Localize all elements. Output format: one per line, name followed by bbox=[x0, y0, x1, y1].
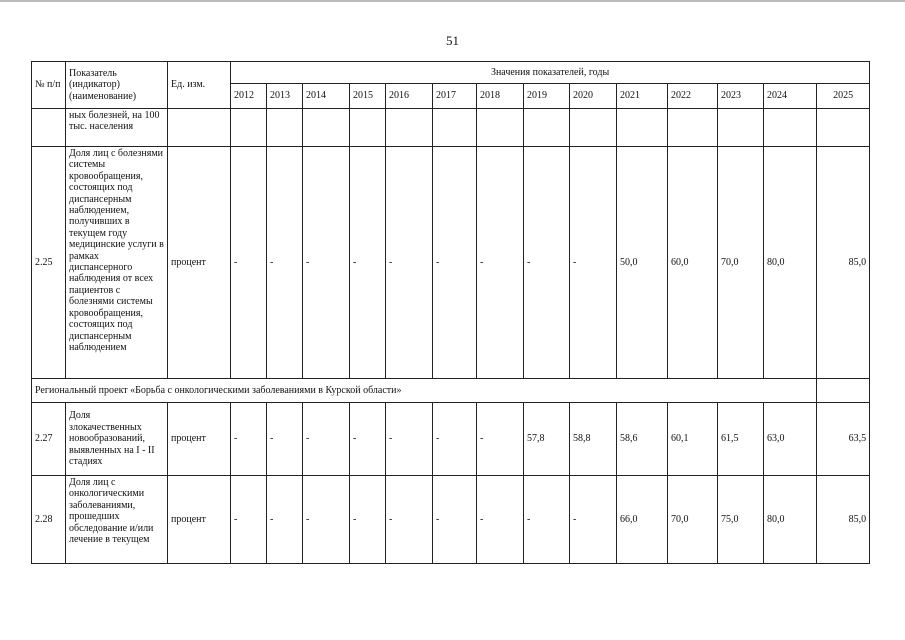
value-cell: - bbox=[386, 476, 433, 564]
value-cell: 85,0 bbox=[817, 476, 870, 564]
value-cell: 80,0 bbox=[764, 476, 817, 564]
value-cell: - bbox=[477, 476, 524, 564]
cell-empty bbox=[617, 109, 668, 147]
header-year: 2021 bbox=[617, 84, 668, 109]
continuation-indicator: ных болезней, на 100 тыс. населения bbox=[66, 109, 168, 147]
cell-empty bbox=[570, 109, 617, 147]
table-row bbox=[32, 476, 870, 564]
section-row bbox=[32, 379, 870, 403]
value-cell: - bbox=[524, 147, 570, 379]
row-indicator: Доля злокачественных новообразований, выявленных на I - II стадиях bbox=[66, 403, 168, 476]
value-cell: - bbox=[477, 403, 524, 476]
value-cell: - bbox=[267, 147, 303, 379]
header-year: 2023 bbox=[718, 84, 764, 109]
value-cell: - bbox=[231, 147, 267, 379]
value-cell: - bbox=[231, 403, 267, 476]
value-cell: 60,0 bbox=[668, 147, 718, 379]
table-row bbox=[32, 403, 870, 476]
header-indicator: Показатель (индикатор) (наименование) bbox=[66, 62, 168, 109]
header-year: 2020 bbox=[570, 84, 617, 109]
value-cell: - bbox=[350, 147, 386, 379]
value-cell: 58,6 bbox=[617, 403, 668, 476]
cell-empty bbox=[350, 109, 386, 147]
value-cell: - bbox=[303, 476, 350, 564]
indicators-table bbox=[31, 61, 870, 564]
value-cell: 70,0 bbox=[668, 476, 718, 564]
value-cell: 61,5 bbox=[718, 403, 764, 476]
cell-empty bbox=[524, 109, 570, 147]
header-values-title: Значения показателей, годы bbox=[231, 62, 870, 84]
value-cell: - bbox=[477, 147, 524, 379]
cell-empty bbox=[267, 109, 303, 147]
header-year: 2013 bbox=[267, 84, 303, 109]
value-cell: - bbox=[350, 403, 386, 476]
value-cell: - bbox=[524, 476, 570, 564]
value-cell: 70,0 bbox=[718, 147, 764, 379]
row-unit: процент bbox=[168, 403, 231, 476]
cell-empty bbox=[32, 109, 66, 147]
header-year: 2024 bbox=[764, 84, 817, 109]
value-cell: 60,1 bbox=[668, 403, 718, 476]
value-cell: - bbox=[433, 476, 477, 564]
value-cell: 66,0 bbox=[617, 476, 668, 564]
row-num: 2.25 bbox=[32, 147, 66, 379]
value-cell: - bbox=[433, 403, 477, 476]
value-cell: 58,8 bbox=[570, 403, 617, 476]
row-num: 2.27 bbox=[32, 403, 66, 476]
value-cell: - bbox=[350, 476, 386, 564]
header-year: 2014 bbox=[303, 84, 350, 109]
header-year: 2016 bbox=[386, 84, 433, 109]
value-cell: 57,8 bbox=[524, 403, 570, 476]
value-cell: - bbox=[570, 147, 617, 379]
header-year: 2018 bbox=[477, 84, 524, 109]
section-title: Региональный проект «Борьба с онкологическими заболеваниями в Курской области» bbox=[32, 379, 817, 403]
header-unit: Ед. изм. bbox=[168, 62, 231, 109]
row-indicator: Доля лиц с онкологическими заболеваниями, прошедших обследование и/или лечение в текущем bbox=[66, 476, 168, 564]
header-year: 2025 bbox=[817, 84, 870, 109]
header-num: № п/п bbox=[32, 62, 66, 109]
value-cell: 63,0 bbox=[764, 403, 817, 476]
cell-empty bbox=[668, 109, 718, 147]
value-cell: - bbox=[231, 476, 267, 564]
value-cell: - bbox=[303, 147, 350, 379]
value-cell: - bbox=[267, 403, 303, 476]
header-year: 2019 bbox=[524, 84, 570, 109]
value-cell: - bbox=[267, 476, 303, 564]
header-year: 2022 bbox=[668, 84, 718, 109]
value-cell: 85,0 bbox=[817, 147, 870, 379]
cell-empty bbox=[817, 379, 870, 403]
cell-empty bbox=[231, 109, 267, 147]
value-cell: 50,0 bbox=[617, 147, 668, 379]
cell-empty bbox=[168, 109, 231, 147]
value-cell: - bbox=[433, 147, 477, 379]
header-year: 2012 bbox=[231, 84, 267, 109]
continuation-row bbox=[32, 109, 870, 147]
value-cell: 63,5 bbox=[817, 403, 870, 476]
value-cell: - bbox=[386, 147, 433, 379]
cell-empty bbox=[817, 109, 870, 147]
page-number: 51 bbox=[446, 33, 459, 48]
cell-empty bbox=[303, 109, 350, 147]
value-cell: - bbox=[570, 476, 617, 564]
cell-empty bbox=[718, 109, 764, 147]
value-cell: - bbox=[303, 403, 350, 476]
table-row bbox=[32, 147, 870, 379]
header-year: 2017 bbox=[433, 84, 477, 109]
row-indicator: Доля лиц с болезнями системы кровообращения, состоящих под диспансерным наблюдением, получивших в текущем году медицинские услуги в рамках диспансерного наблюдения от всех пациентов с болезнями системы кровообращения, состоящих под диспансерным наблюдением bbox=[66, 147, 168, 379]
row-unit: процент bbox=[168, 147, 231, 379]
cell-empty bbox=[433, 109, 477, 147]
value-cell: 80,0 bbox=[764, 147, 817, 379]
cell-empty bbox=[477, 109, 524, 147]
row-num: 2.28 bbox=[32, 476, 66, 564]
cell-empty bbox=[386, 109, 433, 147]
cell-empty bbox=[764, 109, 817, 147]
value-cell: - bbox=[386, 403, 433, 476]
scan-edge bbox=[0, 0, 905, 2]
row-unit: процент bbox=[168, 476, 231, 564]
header-row-top bbox=[32, 62, 870, 84]
header-year: 2015 bbox=[350, 84, 386, 109]
value-cell: 75,0 bbox=[718, 476, 764, 564]
